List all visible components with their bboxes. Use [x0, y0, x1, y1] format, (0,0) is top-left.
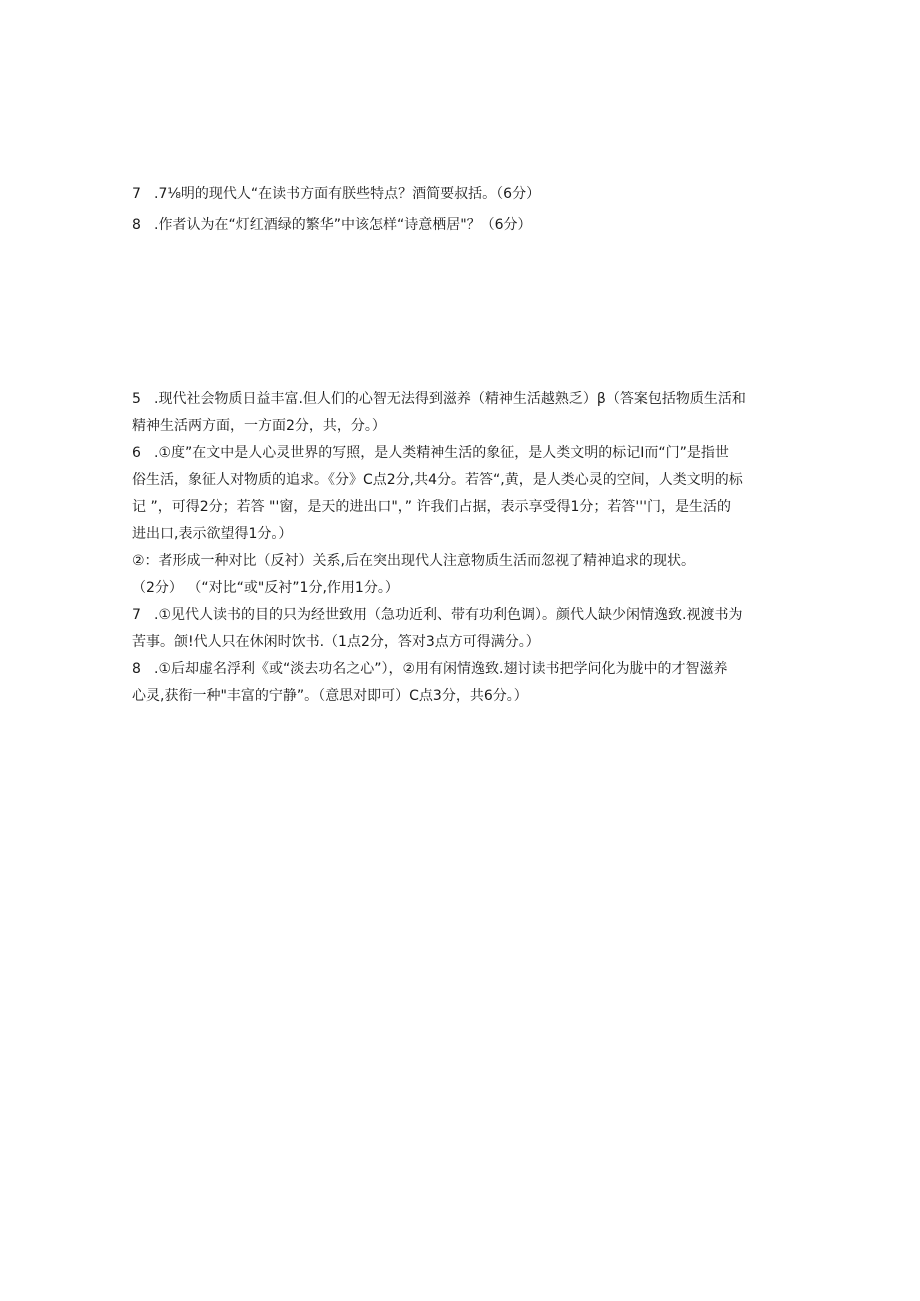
answer-number: 7 — [132, 607, 141, 623]
answer-6-line-6 — [132, 575, 792, 602]
answer-number: 8 — [132, 661, 141, 677]
answer-text: 心灵,获衔一种"丰富的宁静”。（意思对即可）C点3分，共6分。） — [132, 688, 528, 704]
answer-5-line-2 — [132, 413, 792, 440]
answer-5-line-1 — [132, 386, 792, 413]
answer-6-line-1 — [132, 440, 792, 467]
answer-6-line-2 — [132, 467, 792, 494]
answer-number: 6 — [132, 445, 141, 461]
answer-text: .①后却虚名浮利《或“淡去功名之心”），②用有闲情逸致.翅讨读书把学问化为胧中的才智滋养 — [154, 661, 728, 677]
answer-text: 记 ”，可得2分；若答 "'窗，是天的进出口"，” 许我们占据，表示享受得1分；若答'''门，是生活的 — [132, 499, 731, 515]
answers-section — [132, 386, 792, 710]
answer-text: 精神生活两方面，一方面2分，共，分。） — [132, 418, 386, 434]
answer-6-line-5 — [132, 548, 792, 575]
question-number: 8 — [132, 217, 141, 233]
answer-text: ②：者形成一种对比（反衬）关系,后在突出现代人注意物质生活而忽视了精神追求的现状。 — [132, 553, 695, 569]
answer-text: 苦事。颌!代人只在休闲时饮书.（1点2分，答对3点方可得满分。） — [132, 634, 540, 650]
answer-text: .①度”在文中是人心灵世界的写照，是人类精神生活的象征，是人类文明的标记I而“门”是指世 — [154, 445, 729, 461]
question-text: .作者认为在“灯红酒绿的繁华”中该怎样“诗意栖居"？（6分） — [154, 217, 532, 233]
question-7 — [132, 180, 792, 208]
answer-text: .现代社会物质日益丰富.但人们的心智无法得到滋养（精神生活越熟乏）β（答案包括物质生活和 — [154, 391, 746, 407]
answer-7-line-2 — [132, 629, 792, 656]
answer-6-line-4 — [132, 521, 792, 548]
answer-text: 俗生活，象征人对物质的追求。《分》C点2分,共4分。若答“,黄，是人类心灵的空间，人类文明的标 — [132, 472, 743, 488]
answer-text: （2分） （“对比“或"反衬”1分,作用1分。） — [132, 580, 399, 596]
question-8 — [132, 211, 792, 239]
answer-text: .①见代人读书的目的只为经世致用（急功近利、带有功利色调）。颜代人缺少闲情逸致.视渡书为 — [154, 607, 743, 623]
question-text: .7⅛明的现代人“在读书方面有朕些特点？酒简要叔括。（6分） — [154, 186, 541, 202]
answer-8-line-2 — [132, 683, 792, 710]
question-number: 7 — [132, 186, 141, 202]
answer-8-line-1 — [132, 656, 792, 683]
questions-section — [132, 180, 792, 242]
answer-6-line-3 — [132, 494, 792, 521]
answer-7-line-1 — [132, 602, 792, 629]
answer-number: 5 — [132, 391, 141, 407]
answer-text: 进出口,表示欲望得1分。） — [132, 526, 293, 542]
